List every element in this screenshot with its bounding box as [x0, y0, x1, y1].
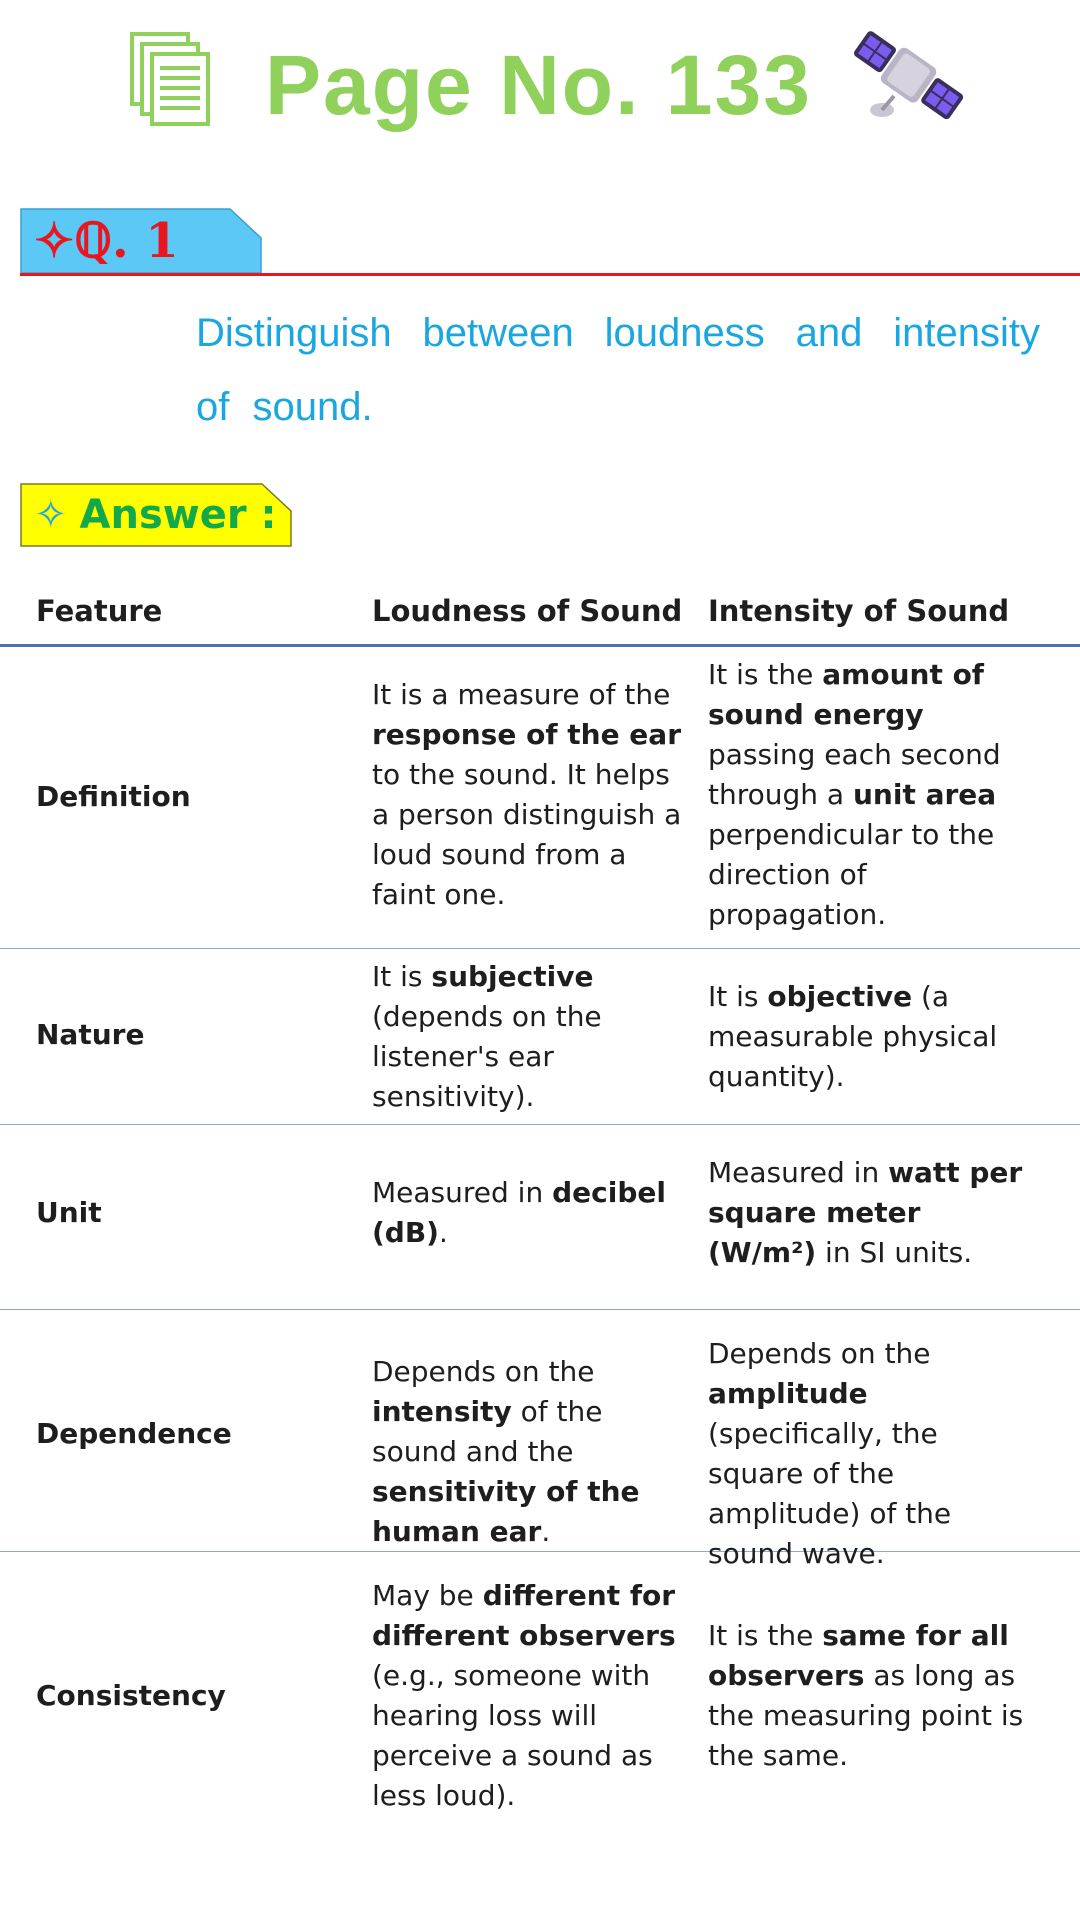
header-feature: Feature [36, 594, 163, 628]
bold-text: watt per square meter (W/m²) [708, 1156, 1023, 1269]
question-header [20, 208, 1080, 276]
answer-label-text: Answer : [79, 492, 277, 538]
bold-text: intensity [372, 1395, 512, 1428]
bold-text: response of the ear [372, 718, 681, 751]
text-run: It is a measure of the [372, 678, 671, 711]
page-header [0, 0, 1080, 170]
text-run: passing each second through a [708, 738, 1001, 811]
text-run: It is [708, 980, 768, 1013]
row-feature: Consistency [36, 1679, 226, 1712]
satellite-icon [852, 24, 964, 128]
text-run: Depends on the [372, 1355, 595, 1388]
text-run: in SI units. [816, 1236, 973, 1269]
text-run: It is the [708, 1619, 823, 1652]
bold-text: subjective [431, 960, 594, 993]
header-loudness: Loudness of Sound [372, 594, 683, 628]
row-feature: Definition [36, 780, 191, 813]
header-intensity: Intensity of Sound [708, 594, 1010, 628]
table-header [0, 580, 1080, 647]
table-row [0, 949, 1080, 1125]
text-run: of the sound and the [372, 1395, 603, 1468]
row-intensity [708, 1616, 1038, 1776]
bold-text: unit area [852, 778, 997, 811]
table-row [0, 1125, 1080, 1310]
text-run: . [438, 1216, 448, 1249]
row-feature: Dependence [36, 1417, 232, 1450]
row-intensity [708, 655, 1038, 935]
star-icon: ✧ [34, 492, 68, 538]
row-loudness [372, 1576, 690, 1816]
text-run: (specifically, the square of the amplitude) of the sound wave. [708, 1417, 952, 1570]
comparison-table [0, 580, 1080, 1840]
document-stack-icon [130, 32, 214, 128]
row-loudness [372, 1352, 690, 1552]
text-run: to the sound. It helps a person distinguish a loud sound from a faint one. [372, 758, 682, 911]
row-feature: Nature [36, 1018, 145, 1051]
text-run: It is the [708, 658, 823, 691]
row-feature: Unit [36, 1196, 102, 1229]
page-title: Page No. 133 [265, 38, 812, 132]
question-tab [20, 208, 262, 274]
row-loudness [372, 675, 690, 915]
text-run: (a measurable physical quantity). [708, 980, 998, 1093]
bold-text: objective [767, 980, 913, 1013]
text-run: (depends on the listener's ear sensitivity). [372, 1000, 602, 1113]
text-run: as long as the measuring point is the same. [708, 1659, 1024, 1772]
answer-label [34, 483, 277, 547]
text-run: Depends on the [708, 1337, 931, 1370]
text-run: May be [372, 1579, 483, 1612]
table-row [0, 1552, 1080, 1840]
row-loudness [372, 1173, 690, 1253]
row-intensity [708, 1153, 1038, 1273]
row-intensity [708, 1334, 1038, 1574]
bold-text: decibel (dB) [372, 1176, 666, 1249]
bold-text: same for all observers [708, 1619, 1009, 1692]
table-row [0, 1310, 1080, 1570]
bold-text: sensitivity of the human ear [372, 1475, 640, 1548]
answer-tab [20, 483, 292, 547]
question-text: Distinguish between loudness and intensity of sound. [196, 311, 1040, 429]
bold-text: amplitude [708, 1377, 868, 1410]
text-run: Measured in [372, 1176, 553, 1209]
text-run: Measured in [708, 1156, 889, 1189]
table-row [0, 647, 1080, 949]
bold-text: different for different observers [372, 1579, 676, 1652]
question-underline [20, 273, 1080, 276]
bold-text: amount of sound energy [708, 658, 984, 731]
row-intensity [708, 977, 1038, 1097]
question-number: ✧ℚ. 1 [34, 213, 179, 269]
row-loudness [372, 957, 690, 1117]
text-run: It is [372, 960, 432, 993]
text-run: (e.g., someone with hearing loss will perceive a sound as less loud). [372, 1659, 653, 1812]
text-run: perpendicular to the direction of propagation. [708, 818, 995, 931]
text-run: . [541, 1515, 551, 1548]
